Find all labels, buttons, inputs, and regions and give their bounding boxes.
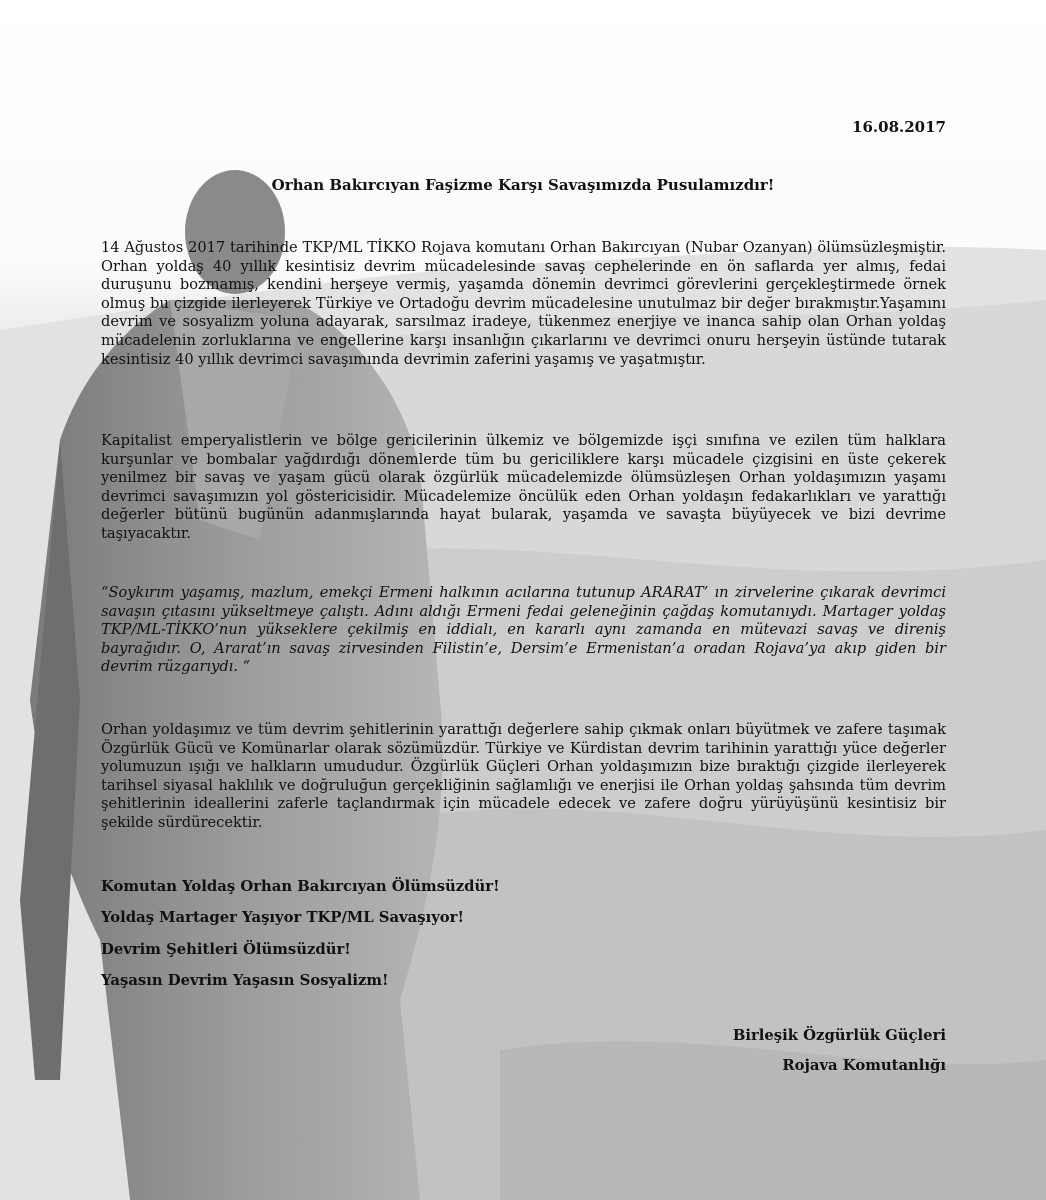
slogan-4: Yaşasın Devrim Yaşasın Sosyalizm! xyxy=(101,972,389,990)
quote-paragraph: “Soykırım yaşamış, mazlum, emekçi Ermeni halkının acılarına tutunup ARARAT’ ın zirvelerine çıkarak devrimci savaşın çıtasını yükseltmeye çalıştı. Adını aldığı Ermeni fedai geleneğinin çağdaş komutanıydı. Martager yoldaş TKP/ML-TİKKO’nun yükseklere çekilmiş en iddialı, en kararlı aynı zamanda en mütevazi savaş ve direniş bayrağıdır. O, Ararat’ın savaş zirvesinden Filistin’e, Dersim’e Ermenistan’a oradan Rojava’ya akıp giden bir devrim rüzgarıydı. “ xyxy=(101,584,946,676)
signature-block xyxy=(733,1028,946,1088)
slogan-1: Komutan Yoldaş Orhan Bakırcıyan Ölümsüzdür! xyxy=(101,878,500,895)
slogan-3: Devrim Şehitleri Ölümsüzdür! xyxy=(101,940,351,958)
signature-command: Rojava Komutanlığı xyxy=(782,1057,946,1074)
document-title: Orhan Bakırcıyan Faşizme Karşı Savaşımızda Pusulamızdır! xyxy=(271,176,775,194)
document-date: 16.08.2017 xyxy=(852,118,946,136)
slogan-list xyxy=(101,879,500,1005)
slogan-2: Yoldaş Martager Yaşıyor TKP/ML Savaşıyor! xyxy=(101,909,464,927)
paragraph-2: Kapitalist emperyalistlerin ve bölge gericilerinin ülkemiz ve bölgemizde işçi sınıfına ve ezilen tüm halklara kurşunlar ve bombalar yağdırdığı dönemlerde tüm bu gericiliklere karşı mücadele çizgisini en üste çekerek yenilmez bir savaş ve yaşam gücü olarak özgürlük mücadelemizde ölümsüzleşen Orhan yoldaşımızın yaşamı devrimci savaşımızın yol göstericisidir. Mücadelemize öncülük eden Orhan yoldaşın fedakarlıkları ve yarattığı değerler bütünü bugünün adanmışlarında hayat bularak, yaşamda ve savaşta büyüyecek ve bizi devrime taşıyacaktır. xyxy=(101,432,946,542)
signature-organization: Birleşik Özgürlük Güçleri xyxy=(732,1027,946,1044)
paragraph-1: 14 Ağustos 2017 tarihinde TKP/ML TİKKO Rojava komutanı Orhan Bakırcıyan (Nubar Ozanyan) ölümsüzleşmiştir. Orhan yoldaş 40 yıllık kesintisiz devrim mücadelesinde savaş cephelerinde en ön saflarda yer almış, fedai duruşunu bozmamış, kendini herşeye vermiş, yaşamda dönemin devrimci görevlerini gerçekleştirmede örnek olmuş bu çizgide ilerleyerek Türkiye ve Ortadoğu devrim mücadelesine unutulmaz bir değer bırakmıştır.Yaşamını devrim ve sosyalizm yoluna adayarak, sarsılmaz iradeye, tükenmez enerjiye ve inanca sahip olan Orhan yoldaş mücadelenin zorluklarına ve engellerine karşı insanlığın çıkarlarını ve devrimci onuru herşeyin üstünde tutarak kesintisiz 40 yıllık devrimci savaşımında devrimin zaferini yaşamış ve yaşatmıştır. xyxy=(101,239,946,368)
paragraph-4: Orhan yoldaşımız ve tüm devrim şehitlerinin yarattığı değerlere sahip çıkmak onları büyütmek ve zafere taşımak Özgürlük Gücü ve Komünarlar olarak sözümüzdür. Türkiye ve Kürdistan devrim tarihinin yarattığı yüce değerler yolumuzun ışığı ve halkların umududur. Özgürlük Güçleri Orhan yoldaşımızın bize bıraktığı çizgide ilerleyerek tarihsel siyasal haklılık ve doğruluğun gerçekliğinin sağlamlığı ve enerjisi ile Orhan yoldaş şahsında tüm devrim şehitlerinin ideallerini zaferle taçlandırmak için mücadele edecek ve zafere doğru yürüyüşünü kesintisiz bir şekilde sürdürecektir. xyxy=(101,721,946,831)
